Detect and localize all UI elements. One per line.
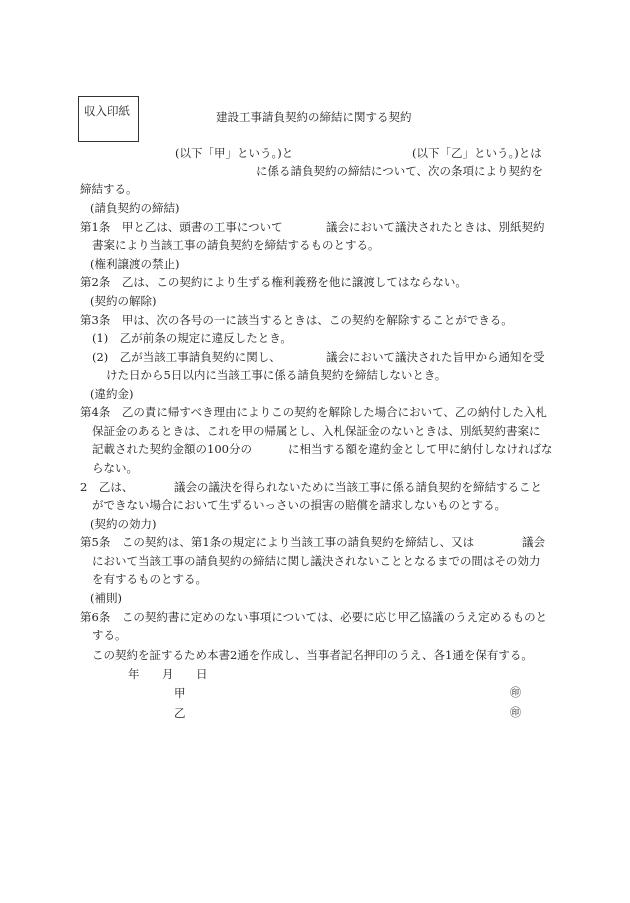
article2-line1: 第2条 乙は、この契約により生ずる権利義務を他に譲渡してはならない。 (80, 275, 467, 289)
article5-line1-a: 第5条 この契約は、第1条の規定により当該工事の請負契約を締結し、又は (80, 535, 475, 549)
article5-line1-b: 議会 (522, 535, 545, 549)
article3-item1: (1) 乙が前条の規定に違反したとき。 (92, 331, 292, 345)
closing-statement: この契約を証するため本書2通を作成し、当事者記名押印のうえ、各1通を保有する。 (92, 648, 533, 662)
article6-heading: (補則) (90, 591, 122, 605)
article3-item2-c: けた日から5日以内に当該工事に係る請負契約を締結しないとき。 (106, 368, 447, 382)
party-a-seal-mark: ㊞ (510, 686, 521, 699)
party-a-label: 甲 (174, 686, 186, 700)
article1-line2: 書案により当該工事の請負契約を締結するものとする。 (92, 238, 380, 252)
article4-line3-b: に相当する額を違約金として甲に納付しなければな (288, 442, 553, 456)
date-year: 年 (128, 667, 140, 681)
article2-heading: (権利譲渡の禁止) (90, 257, 180, 271)
revenue-stamp-label: 収入印紙 (84, 104, 130, 118)
article4-para2-c: ができない場合において生ずるいっさいの損害の賠償を請求しないものとする。 (92, 498, 506, 512)
article3-item2-a: (2) 乙が当該工事請負契約に関し、 (92, 350, 281, 364)
revenue-stamp-box (78, 96, 139, 142)
party-b-label: 乙 (174, 706, 186, 720)
article5-line3: を有するものとする。 (92, 572, 207, 586)
article4-para2-b: 議会の議決を得られないために当該工事に係る請負契約を締結すること (174, 480, 542, 494)
preamble-line1-a: (以下「甲」という。)と (175, 146, 294, 160)
article5-line2: において当該工事の請負契約の締結に関し議決されないこととなるまでの間はその効力 (92, 554, 541, 568)
article4-line2: 保証金のあるときは、これを甲の帰属とし、入札保証金のないときは、別紙契約書案に (92, 424, 541, 438)
date-month: 月 (162, 667, 174, 681)
article4-line1: 第4条 乙の責に帰すべき理由によりこの契約を解除した場合において、乙の納付した入札 (80, 405, 547, 419)
preamble-line3: 締結する。 (80, 182, 138, 196)
article4-heading: (違約金) (90, 387, 134, 401)
document-title: 建設工事請負契約の締結に関する契約 (216, 110, 412, 124)
article3-heading: (契約の解除) (90, 294, 157, 308)
article6-line2: する。 (92, 628, 127, 642)
article3-line1: 第3条 甲は、次の各号の一に該当するときは、この契約を解除することができる。 (80, 313, 513, 327)
article1-line1-a: 第1条 甲と乙は、頭書の工事について (80, 220, 283, 234)
article4-line4: らない。 (92, 461, 138, 475)
party-b-seal-mark: ㊞ (510, 706, 521, 719)
article1-line1-b: 議会において議決されたときは、別紙契約 (326, 220, 545, 234)
article6-line1: 第6条 この契約書に定めのない事項については、必要に応じ甲乙協議のうえ定めるものと (80, 610, 548, 624)
date-day: 日 (196, 667, 208, 681)
article3-item2-b: 議会において議決された旨甲から通知を受 (326, 350, 545, 364)
article4-para2-a: 2 乙は、 (80, 480, 134, 494)
preamble-line2: に係る請負契約の締結について、次の条項により契約を (256, 164, 544, 178)
article4-line3-a: 記載された契約金額の100分の (92, 442, 252, 456)
article5-heading: (契約の効力) (90, 517, 157, 531)
preamble-line1-b: (以下「乙」という。)とは (412, 146, 542, 160)
article1-heading: (請負契約の締結) (90, 201, 180, 215)
